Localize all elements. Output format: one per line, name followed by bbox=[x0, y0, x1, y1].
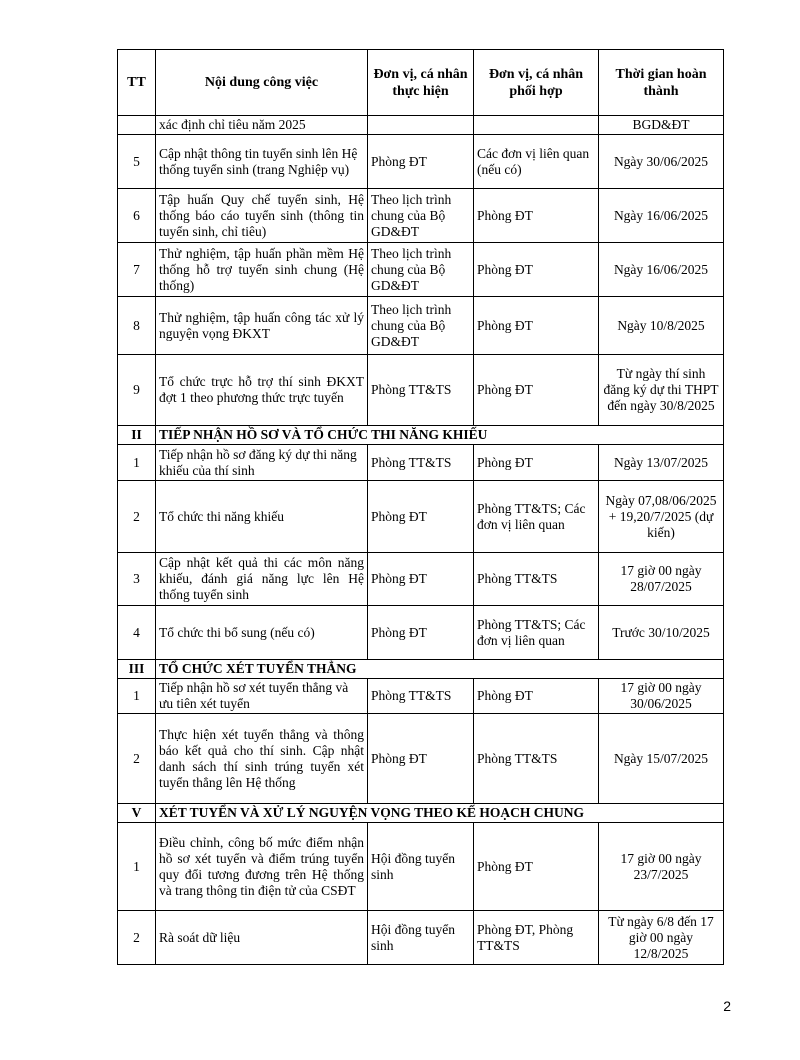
cell-content: Thử nghiệm, tập huấn phần mềm Hệ thống hỗ trợ tuyển sinh chung (Hệ thống) bbox=[156, 243, 368, 297]
cell-tt: 1 bbox=[118, 445, 156, 481]
cell-tt: 1 bbox=[118, 823, 156, 911]
cell-content: Tổ chức trực hỗ trợ thí sinh ĐKXT đợt 1 theo phương thức trực tuyến bbox=[156, 355, 368, 426]
cell-deadline: Từ ngày 6/8 đến 17 giờ 00 ngày 12/8/2025 bbox=[599, 911, 724, 965]
cell-executor: Hội đồng tuyển sinh bbox=[368, 823, 474, 911]
section-row bbox=[118, 426, 724, 445]
cell-tt: 8 bbox=[118, 297, 156, 355]
cell-content: Tổ chức thi năng khiếu bbox=[156, 481, 368, 553]
cell-content: Tập huấn Quy chế tuyển sinh, Hệ thống báo cáo tuyển sinh (thông tin tuyển sinh, chỉ tiêu) bbox=[156, 189, 368, 243]
cell-tt: 2 bbox=[118, 911, 156, 965]
table-row bbox=[118, 189, 724, 243]
cell-coordinator: Phòng ĐT bbox=[474, 445, 599, 481]
page-number: 2 bbox=[723, 998, 731, 1014]
cell-content: Thực hiện xét tuyển thẳng và thông báo kết quả cho thí sinh. Cập nhật danh sách thí sinh trúng tuyển xét tuyển thẳng lên Hệ thống bbox=[156, 714, 368, 804]
section-title: TIẾP NHẬN HỒ SƠ VÀ TỔ CHỨC THI NĂNG KHIẾU bbox=[156, 426, 724, 445]
table-row bbox=[118, 911, 724, 965]
cell-content: Cập nhật kết quả thi các môn năng khiếu, đánh giá năng lực lên Hệ thống tuyển sinh bbox=[156, 553, 368, 606]
cell-coordinator: Phòng ĐT, Phòng TT&TS bbox=[474, 911, 599, 965]
section-row bbox=[118, 804, 724, 823]
cell-executor: Theo lịch trình chung của Bộ GD&ĐT bbox=[368, 189, 474, 243]
cell-deadline: BGD&ĐT bbox=[599, 116, 724, 135]
header-executor: Đơn vị, cá nhân thực hiện bbox=[368, 50, 474, 116]
cell-tt: 1 bbox=[118, 679, 156, 714]
plan-table bbox=[117, 49, 724, 965]
cell-executor: Phòng TT&TS bbox=[368, 679, 474, 714]
cell-deadline: Ngày 15/07/2025 bbox=[599, 714, 724, 804]
cell-tt: 5 bbox=[118, 135, 156, 189]
cell-coordinator: Các đơn vị liên quan (nếu có) bbox=[474, 135, 599, 189]
cell-coordinator: Phòng ĐT bbox=[474, 243, 599, 297]
cell-deadline: Ngày 07,08/06/2025 + 19,20/7/2025 (dự kiến) bbox=[599, 481, 724, 553]
cell-executor: Theo lịch trình chung của Bộ GD&ĐT bbox=[368, 297, 474, 355]
cell-deadline: Trước 30/10/2025 bbox=[599, 606, 724, 660]
header-deadline: Thời gian hoàn thành bbox=[599, 50, 724, 116]
cell-content: Rà soát dữ liệu bbox=[156, 911, 368, 965]
cell-executor: Phòng ĐT bbox=[368, 606, 474, 660]
section-number: II bbox=[118, 426, 156, 445]
cell-coordinator: Phòng TT&TS bbox=[474, 714, 599, 804]
cell-coordinator: Phòng ĐT bbox=[474, 823, 599, 911]
section-title: XÉT TUYỂN VÀ XỬ LÝ NGUYỆN VỌNG THEO KẾ HOẠCH CHUNG bbox=[156, 804, 724, 823]
cell-deadline: 17 giờ 00 ngày 30/06/2025 bbox=[599, 679, 724, 714]
cell-tt: 4 bbox=[118, 606, 156, 660]
header-coordinator: Đơn vị, cá nhân phối hợp bbox=[474, 50, 599, 116]
cell-coordinator: Phòng TT&TS bbox=[474, 553, 599, 606]
table-row bbox=[118, 553, 724, 606]
table-row bbox=[118, 135, 724, 189]
cell-coordinator: Phòng ĐT bbox=[474, 679, 599, 714]
cell-executor: Phòng ĐT bbox=[368, 553, 474, 606]
cell-coordinator: Phòng TT&TS; Các đơn vị liên quan bbox=[474, 606, 599, 660]
cell-executor: Hội đồng tuyển sinh bbox=[368, 911, 474, 965]
cell-deadline: Ngày 16/06/2025 bbox=[599, 189, 724, 243]
cell-content: xác định chỉ tiêu năm 2025 bbox=[156, 116, 368, 135]
cell-tt: 6 bbox=[118, 189, 156, 243]
cell-executor: Phòng TT&TS bbox=[368, 445, 474, 481]
cell-tt: 2 bbox=[118, 714, 156, 804]
header-content: Nội dung công việc bbox=[156, 50, 368, 116]
cell-coordinator: Phòng ĐT bbox=[474, 297, 599, 355]
cell-coordinator: Phòng ĐT bbox=[474, 355, 599, 426]
cell-coordinator: Phòng TT&TS; Các đơn vị liên quan bbox=[474, 481, 599, 553]
cell-tt: 9 bbox=[118, 355, 156, 426]
table-row bbox=[118, 116, 724, 135]
cell-content: Tổ chức thi bổ sung (nếu có) bbox=[156, 606, 368, 660]
cell-content: Điều chỉnh, công bố mức điểm nhận hồ sơ xét tuyển và điểm trúng tuyển quy đổi tương đương trên Hệ thống và trang thông tin điện tử của CSĐT bbox=[156, 823, 368, 911]
cell-executor: Phòng ĐT bbox=[368, 481, 474, 553]
table-row bbox=[118, 714, 724, 804]
table-row bbox=[118, 297, 724, 355]
table-row bbox=[118, 481, 724, 553]
cell-tt: 7 bbox=[118, 243, 156, 297]
cell-content: Tiếp nhận hồ sơ đăng ký dự thi năng khiếu của thí sinh bbox=[156, 445, 368, 481]
cell-executor: Phòng ĐT bbox=[368, 714, 474, 804]
cell-executor: Phòng TT&TS bbox=[368, 355, 474, 426]
section-number: V bbox=[118, 804, 156, 823]
cell-deadline: 17 giờ 00 ngày 23/7/2025 bbox=[599, 823, 724, 911]
cell-coordinator: Phòng ĐT bbox=[474, 189, 599, 243]
cell-deadline: Ngày 30/06/2025 bbox=[599, 135, 724, 189]
cell-executor: Phòng ĐT bbox=[368, 135, 474, 189]
cell-tt: 2 bbox=[118, 481, 156, 553]
cell-content: Thử nghiệm, tập huấn công tác xử lý nguyện vọng ĐKXT bbox=[156, 297, 368, 355]
table-row bbox=[118, 606, 724, 660]
cell-executor: Theo lịch trình chung của Bộ GD&ĐT bbox=[368, 243, 474, 297]
cell-tt: 3 bbox=[118, 553, 156, 606]
table-row bbox=[118, 445, 724, 481]
cell-content: Cập nhật thông tin tuyển sinh lên Hệ thống tuyển sinh (trang Nghiệp vụ) bbox=[156, 135, 368, 189]
cell-deadline: Ngày 16/06/2025 bbox=[599, 243, 724, 297]
table-row bbox=[118, 355, 724, 426]
section-title: TỔ CHỨC XÉT TUYỂN THẲNG bbox=[156, 660, 724, 679]
cell-deadline: Ngày 13/07/2025 bbox=[599, 445, 724, 481]
table-row bbox=[118, 823, 724, 911]
cell-deadline: Ngày 10/8/2025 bbox=[599, 297, 724, 355]
section-row bbox=[118, 660, 724, 679]
table-row bbox=[118, 243, 724, 297]
table-row bbox=[118, 679, 724, 714]
cell-deadline: 17 giờ 00 ngày 28/07/2025 bbox=[599, 553, 724, 606]
cell-deadline: Từ ngày thí sinh đăng ký dự thi THPT đến ngày 30/8/2025 bbox=[599, 355, 724, 426]
section-number: III bbox=[118, 660, 156, 679]
header-tt: TT bbox=[118, 50, 156, 116]
cell-content: Tiếp nhận hồ sơ xét tuyển thẳng và ưu tiên xét tuyển bbox=[156, 679, 368, 714]
